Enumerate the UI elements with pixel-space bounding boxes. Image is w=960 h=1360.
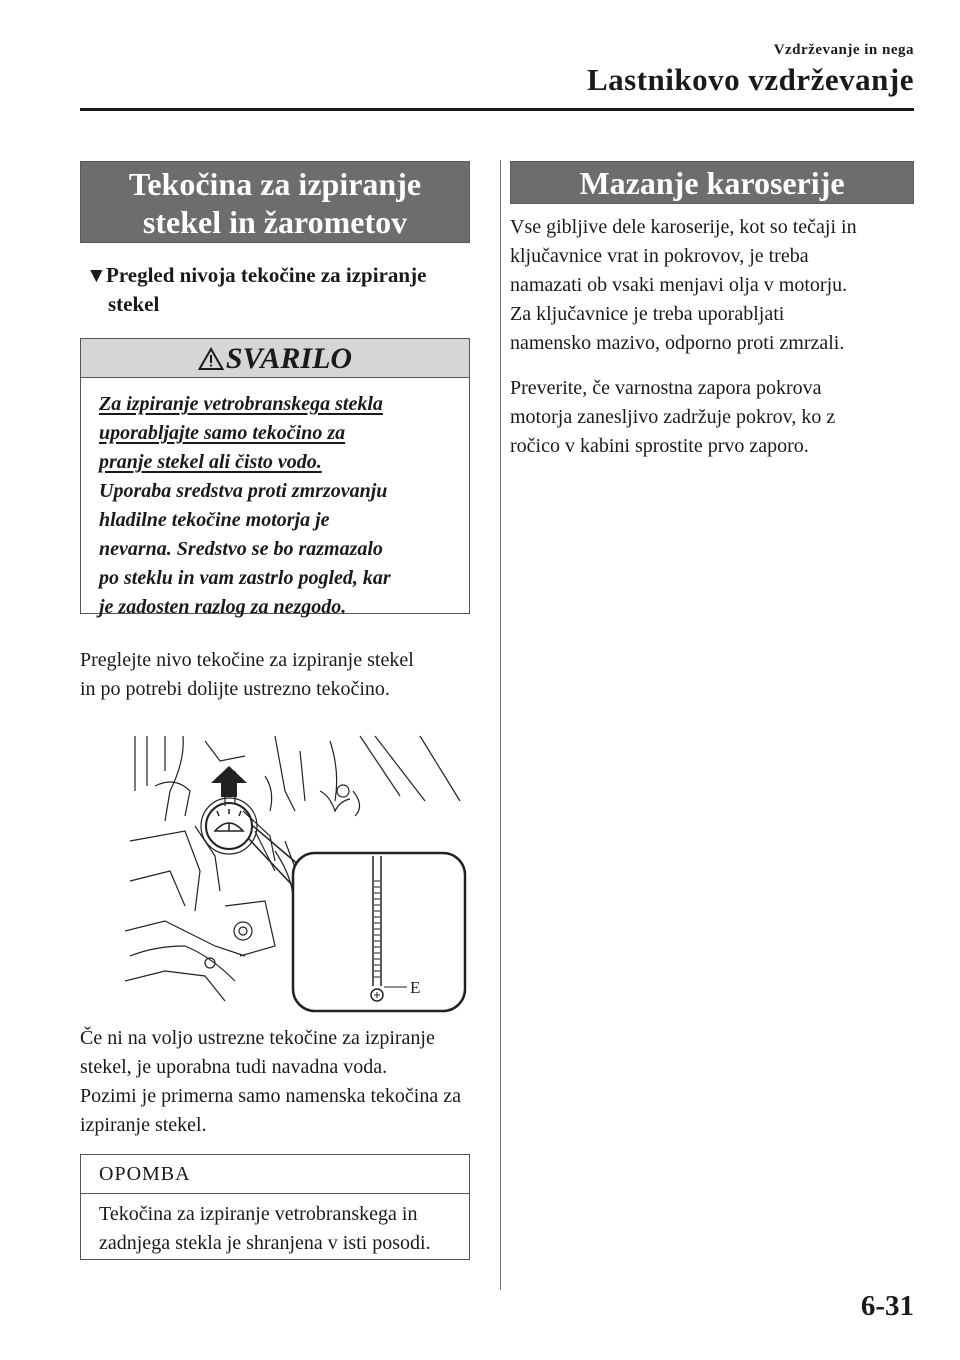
paragraph-line: namazati ob vsaki menjavi olja v motorju. <box>510 274 848 296</box>
paragraph-line: Če ni na voljo ustrezne tekočine za izpiranje <box>80 1027 435 1049</box>
warning-line: Uporaba sredstva proti zmrzovanju <box>99 480 388 502</box>
warning-line: nevarna. Sredstvo se bo razmazalo <box>99 538 383 560</box>
warning-line: hladilne tekočine motorja je <box>99 509 330 531</box>
washer-reservoir-figure <box>125 731 470 1016</box>
paragraph-water-substitute <box>80 1024 472 1140</box>
note-body <box>81 1194 469 1258</box>
warning-body <box>81 378 469 622</box>
subheading-line: Pregled nivoja tekočine za izpiranje <box>106 263 427 287</box>
warning-line-underlined: pranje stekel ali čisto vodo. <box>99 451 322 473</box>
subheading <box>86 261 470 319</box>
note-line: Tekočina za izpiranje vetrobranskega in <box>99 1203 418 1225</box>
paragraph-line: stekel, je uporabna tudi navadna voda. <box>80 1056 388 1078</box>
paragraph-line: Preglejte nivo tekočine za izpiranje stekel <box>80 649 414 671</box>
engine-bay-illustration <box>125 731 470 1016</box>
section-banner-body-lubrication: Mazanje karoserije <box>510 161 914 204</box>
warning-title: SVARILO <box>225 342 353 375</box>
paragraph-line: izpiranje stekel. <box>80 1114 207 1136</box>
header-section-label: Vzdrževanje in nega <box>773 42 914 58</box>
section-banner-washer-fluid <box>80 161 470 243</box>
paragraph-line: Preverite, če varnostna zapora pokrova <box>510 377 822 399</box>
figure-label-e: E <box>410 978 421 997</box>
paragraph-line: motorja zanesljivo zadržuje pokrov, ko z <box>510 406 836 428</box>
warning-box <box>80 338 470 618</box>
paragraph-check-level <box>80 646 472 704</box>
page-number: 6-31 <box>860 1290 914 1322</box>
note-title: OPOMBA <box>81 1155 469 1194</box>
paragraph-hood-latch <box>510 374 914 461</box>
banner-line: Tekočina za izpiranje <box>128 166 422 202</box>
paragraph-line: ključavnice vrat in pokrovov, je treba <box>510 245 809 267</box>
warning-line-underlined: Za izpiranje vetrobranskega stekla <box>99 393 383 415</box>
subheading-line: stekel <box>108 292 160 316</box>
banner-line: stekel in žarometov <box>142 204 408 240</box>
warning-header <box>81 339 469 378</box>
warning-line-underlined: uporabljajte samo tekočino za <box>99 422 346 444</box>
warning-triangle-icon <box>198 347 224 371</box>
header-title: Lastnikovo vzdrževanje <box>586 62 914 97</box>
header-rule <box>80 108 914 111</box>
paragraph-line: namensko mazivo, odporno proti zmrzali. <box>510 332 845 354</box>
windshield-washer-icon <box>215 809 243 831</box>
paragraph-line: ročico v kabini sprostite prvo zaporo. <box>510 435 809 457</box>
note-box <box>80 1154 470 1260</box>
paragraph-line: Pozimi je primerna samo namenska tekočina za <box>80 1085 461 1107</box>
note-line: zadnjega stekla je shranjena v isti posodi. <box>99 1232 431 1254</box>
warning-line: je zadosten razlog za nezgodo. <box>99 596 347 618</box>
paragraph-line: in po potrebi dolijte ustrezno tekočino. <box>80 678 390 700</box>
column-divider <box>500 160 501 1290</box>
paragraph-line: Za ključavnice je treba uporabljati <box>510 303 785 325</box>
subheading-marker: ▼ <box>86 263 107 287</box>
warning-line: po steklu in vam zastrlo pogled, kar <box>99 567 391 589</box>
up-arrow-icon <box>211 766 247 797</box>
paragraph-line: Vse gibljive dele karoserije, kot so tečaji in <box>510 216 857 238</box>
paragraph-lubrication <box>510 213 914 358</box>
